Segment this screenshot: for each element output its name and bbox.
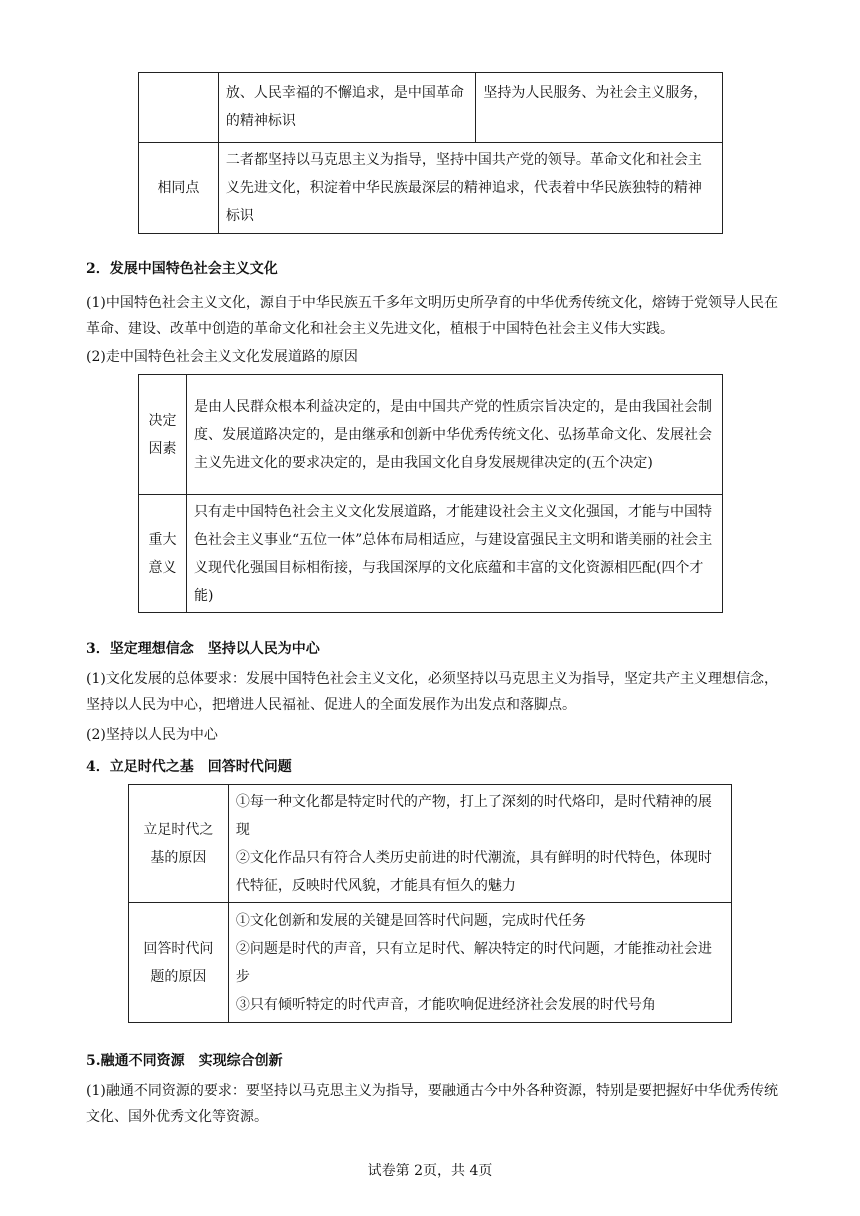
reasons-table	[138, 374, 723, 613]
table-row	[139, 143, 723, 234]
list-item: ②问题是时代的声音，只有立足时代、解决特定的时代问题，才能推动社会进步	[235, 940, 712, 985]
table-cell: 二者都坚持以马克思主义为指导，坚持中国共产党的领导。革命文化和社会主义先进文化，积淀着中华民族最深层的精神追求，代表着中华民族独特的精神标识	[218, 143, 722, 234]
list-item: ②文化作品只有符合人类历史前进的时代潮流，具有鲜明的时代特色，体现时代特征，反映时代风貌，才能具有恒久的魅力	[235, 849, 712, 894]
era-table	[128, 784, 732, 1023]
table-row	[129, 903, 732, 1023]
paragraph: (1)中国特色社会主义文化，源自于中华民族五千多年文明历史所孕育的中华优秀传统文化，熔铸于党领导人民在革命、建设、改革中创造的革命文化和社会主义先进文化，植根于中国特色社会主义伟大实践。	[86, 295, 778, 337]
row-label: 重大意义	[139, 495, 187, 613]
row-label: 相同点	[139, 143, 219, 234]
list-item: ③只有倾听特定的时代声音，才能吹响促进经济社会发展的时代号角	[235, 996, 656, 1013]
row-label: 决定因素	[139, 375, 187, 495]
table-cell: 放、人民幸福的不懈追求，是中国革命的精神标识	[218, 73, 476, 143]
table-row	[139, 375, 723, 495]
section-heading: 4．立足时代之基 回答时代问题	[86, 759, 292, 775]
paragraph: (1)融通不同资源的要求：要坚持以马克思主义为指导，要融通古今中外各种资源，特别是要把握好中华优秀传统文化、国外优秀文化等资源。	[86, 1083, 778, 1125]
paragraph: (1)文化发展的总体要求：发展中国特色社会主义文化，必须坚持以马克思主义为指导，坚定共产主义理想信念，坚持以人民为中心，把增进人民福祉、促进人的全面发展作为出发点和落脚点。	[86, 671, 778, 713]
page-footer: 试卷第 2页，共 4页	[367, 1163, 493, 1179]
table-cell: 是由人民群众根本利益决定的，是由中国共产党的性质宗旨决定的，是由我国社会制度、发展道路决定的，是由继承和创新中华优秀传统文化、弘扬革命文化、发展社会主义先进文化的要求决定的，是由我国文化自身发展规律决定的(五个决定)	[186, 375, 722, 495]
table-row	[139, 495, 723, 613]
row-label: 回答时代问题的原因	[129, 903, 229, 1023]
comparison-table	[138, 72, 723, 234]
table-cell-empty	[139, 73, 219, 143]
table-cell	[228, 785, 731, 903]
table-row	[129, 785, 732, 903]
section-heading: 3．坚定理想信念 坚持以人民为中心	[86, 641, 320, 657]
paragraph: (2)走中国特色社会主义文化发展道路的原因	[86, 349, 358, 365]
list-item: ①每一种文化都是特定时代的产物，打上了深刻的时代烙印，是时代精神的展现	[235, 793, 712, 838]
table-cell	[228, 903, 731, 1023]
list-item: ①文化创新和发展的关键是回答时代问题，完成时代任务	[235, 912, 586, 929]
section-heading: 5.融通不同资源 实现综合创新	[86, 1053, 283, 1069]
section-heading: 2．发展中国特色社会主义文化	[86, 261, 278, 277]
table-cell: 坚持为人民服务、为社会主义服务，	[476, 73, 723, 143]
paragraph: (2)坚持以人民为中心	[86, 727, 218, 743]
row-label: 立足时代之基的原因	[129, 785, 229, 903]
table-cell: 只有走中国特色社会主义文化发展道路，才能建设社会主义文化强国，才能与中国特色社会主义事业“五位一体”总体布局相适应，与建设富强民主文明和谐美丽的社会主义现代化强国目标相衔接，与我国深厚的文化底蕴和丰富的文化资源相匹配(四个才能)	[186, 495, 722, 613]
table-row	[139, 73, 723, 143]
